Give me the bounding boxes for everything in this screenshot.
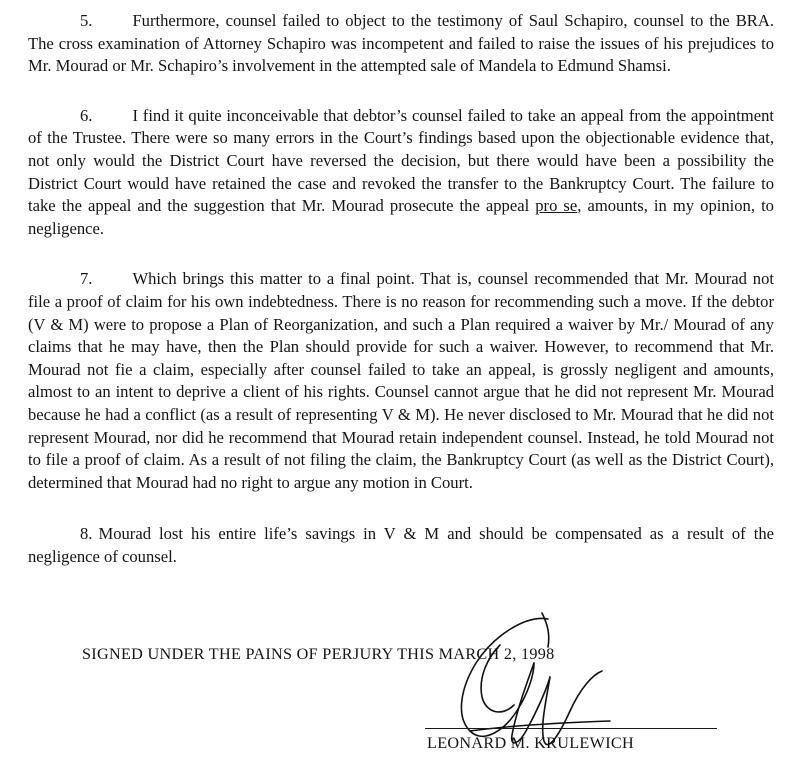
signatory-name: LEONARD M. KRULEWICH [427, 734, 634, 752]
paragraph-number: 5. [80, 11, 93, 30]
paragraph-number: 7. [80, 269, 93, 289]
signature-line [425, 728, 717, 729]
paragraph-number: 8. [80, 524, 93, 544]
perjury-attestation: SIGNED UNDER THE PAINS OF PERJURY THIS MARCH 2, 1998 [82, 645, 555, 663]
paragraph-7 [28, 268, 774, 494]
paragraph-5 [28, 10, 774, 78]
paragraph-text: Furthermore, counsel failed to object to the testimony of Saul Schapiro, counsel to the BRA. The cross examination of Attorney Schapiro was incompetent and failed to raise the issues of his prejudices to Mr. Mourad or Mr. Schapiro’s involvement in the attempted sale of Mandela to Edmund Shamsi. [28, 11, 774, 76]
paragraph-text: I find it quite inconceivable that debtor’s counsel failed to take an appeal from the appointment of the Trustee. There were so many errors in the Court’s findings based upon the objectionable evidence that, not only would the District Court have reversed the decision, but there would have been a possibility the District Court would have retained the case and revoked the transfer to the Bankruptcy Court. The failure to take the appeal and the suggestion that Mr. Mourad prosecute the appeal [28, 105, 774, 216]
paragraph-8 [28, 523, 774, 568]
paragraph-text: Mourad lost his entire life’s savings in V & M and should be compensated as a result of the negligence of counsel. [28, 524, 774, 566]
paragraph-text-end: , amounts, in my opinion, to negligence. [28, 196, 774, 238]
paragraph-number: 6. [80, 105, 93, 125]
underlined-term: pro se [535, 196, 578, 216]
paragraph-6 [28, 105, 774, 241]
paragraph-text: Which brings this matter to a final point. That is, counsel recommended that Mr. Mourad not file a proof of claim for his own indebtedness. There is no reason for recommending such a move. If the debtor (V & M) were to propose a Plan of Reorganization, and such a Plan required a waiver by Mr./ Mourad of any claims that he may have, then the Plan should provide for such a waiver. However, to recommend that Mr. Mourad not fie a claim, especially after counsel failed to take an appeal, is grossly negligent and amounts, almost to an intent to deprive a client of his rights. Counsel cannot argue that he did not represent Mr. Mourad because he had a conflict (as a result of representing V & M). He never disclosed to Mr. Mourad that he did not represent Mourad, nor did he recommend that Mourad retain independent counsel. Instead, he told Mourad not to file a proof of claim. As a result of not filing the claim, the Bankruptcy Court (as well as the District Court), determined that Mourad had no right to argue any motion in Court. [28, 269, 774, 492]
